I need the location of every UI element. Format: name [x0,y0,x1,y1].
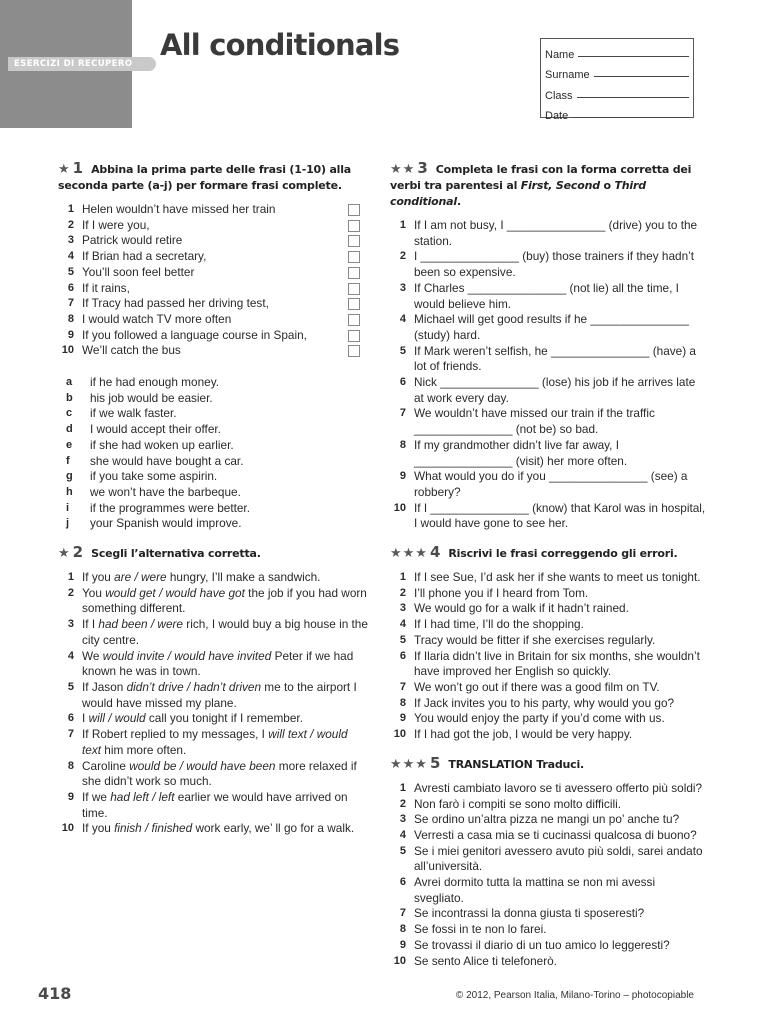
item-text: Avresti cambiato lavoro se ti avessero offerto più soldi? [414,780,703,795]
item-text [82,680,368,711]
item-text: If I had got the job, I would be very happy. [414,727,633,742]
exercise-number: 4 [429,543,441,562]
item-number: 1 [399,781,406,794]
exercise-5-heading [390,755,708,773]
item-text [82,727,368,758]
item-number: 1 [399,571,406,584]
item-text: Se ordino un’altra pizza ne mangi un po’ anche tu? [414,812,680,827]
exercise-2-heading [58,544,368,562]
choice-item [58,617,368,648]
item-number: 8 [67,312,74,325]
item-number: 9 [399,938,406,951]
item-number: 10 [393,728,406,741]
item-number: e [66,438,73,451]
correction-item [390,633,708,649]
date-label: Date [545,110,569,122]
sentence-start-item [58,312,368,328]
sentence-start-item [58,265,368,281]
fill-in-item [390,218,708,249]
item-number: i [66,501,70,514]
exercise-number: 3 [417,159,428,177]
sentence-start-item [58,281,368,297]
item-text [82,711,368,727]
exercise-4-heading [390,544,708,562]
item-text: If I _______________ (know) that Karol was in hospital, I would have gone to see her. [414,500,706,531]
exercise-instruction: Riscrivi le frasi correggendo gli errori. [448,547,678,561]
text-segment: hungry, I’ll make a sandwich. [166,570,321,585]
text-segment: If I [82,617,99,632]
item-number: 2 [399,250,406,263]
item-number: 4 [399,618,406,631]
item-text: I _______________ (buy) those trainers if they hadn’t been so expensive. [414,249,695,280]
choice-item [58,727,368,758]
item-number: 3 [67,618,74,631]
item-text: Avrei dormito tutta la mattina se non mi avessi svegliato. [414,875,656,905]
choice-options[interactable]: would get / would have got [105,585,245,600]
surname-label: Surname [545,69,590,81]
answer-checkbox[interactable] [348,204,360,216]
sentence-start-item [58,218,368,234]
item-number: 1 [67,203,74,215]
text-segment: earlier we would have arrived on time. [82,789,348,820]
answer-checkbox[interactable] [348,283,360,295]
fill-in-item [390,438,708,469]
exercise-instruction: TRANSLATION Traduci. [448,757,584,771]
item-text: if the programmes were better. [90,500,250,515]
item-number: 9 [67,790,74,803]
right-column [390,160,708,969]
correction-item [390,649,708,680]
item-text: Patrick would retire [82,233,183,248]
answer-checkbox[interactable] [348,267,360,279]
item-number: 10 [393,501,406,514]
correction-item [390,680,708,696]
item-number: 4 [67,649,74,662]
item-text: If Ilaria didn’t live in Britain for six months, she wouldn’t have improved her English so quickly. [414,648,700,679]
item-text: Verresti a casa mia se ti cucinassi qualcosa di buono? [414,827,697,842]
exercise-1-items [58,202,368,359]
item-number: 5 [67,680,74,693]
sentence-start-item [58,296,368,312]
item-number: 5 [399,844,406,857]
sentence-end-item [58,422,368,438]
sentence-end-item [58,516,368,532]
translation-item [390,781,708,797]
choice-item [58,711,368,727]
choice-options[interactable]: will / would [88,711,146,726]
item-number: 7 [67,297,74,310]
item-text: Michael will get good results if he _______________ (study) hard. [414,312,689,342]
choice-options[interactable]: had left / left [110,789,175,804]
text-segment: him more often. [101,742,187,757]
item-text: If I am not busy, I _______________ (drive) you to the station. [414,218,698,248]
item-text: You would enjoy the party if you’d come with us. [414,711,665,726]
item-number: 10 [61,344,74,357]
item-number: 4 [67,250,74,263]
item-number: 5 [399,344,406,357]
translation-item [390,922,708,938]
item-number: 8 [67,759,74,772]
text-segment: rich, I would buy a big house in the city centre. [82,617,368,647]
text-segment: more relaxed if she didn’t work so much. [82,758,357,789]
translation-item [390,797,708,813]
translation-item [390,938,708,954]
item-text: Tracy would be fitter if she exercises regularly. [414,632,656,647]
item-number: 4 [399,828,406,841]
choice-item [58,586,368,617]
item-text: if you take some aspirin. [90,469,218,484]
item-number: 7 [399,907,406,920]
item-number: 2 [67,586,74,599]
text-segment: If Robert replied to my messages, I [82,727,269,742]
sentence-end-item [58,391,368,407]
item-number: 6 [67,712,74,725]
translation-item [390,812,708,828]
exercise-instruction: Abbina la prima parte delle frasi (1-10) alla seconda parte (a-j) per formare frasi complete. [58,163,352,192]
item-number: 3 [399,813,406,826]
sentence-start-item [58,328,368,344]
exercise-1-answers [58,375,368,532]
fill-in-item [390,406,708,437]
difficulty-stars: ★ [58,161,71,176]
choice-item [58,570,368,586]
correction-item [390,696,708,712]
item-text: I would watch TV more often [82,311,232,326]
item-number: 7 [399,407,406,420]
item-text: If Charles _______________ (not lie) all the time, I would believe him. [414,280,679,311]
item-text: if he had enough money. [90,375,219,390]
item-text: if she had woken up earlier. [90,437,234,452]
item-number: 3 [399,602,406,615]
item-number: 10 [61,822,74,835]
choice-item [58,680,368,711]
item-text: we won’t have the barbeque. [90,484,241,499]
item-number: 9 [67,328,74,341]
fill-in-item [390,469,708,500]
item-text: We wouldn’t have missed our train if the traffic _______________ (not be) so bad. [414,406,655,437]
exercise-number: 1 [72,159,84,177]
text-segment: You [82,585,106,600]
exercise-3-heading [390,160,708,210]
class-label: Class [545,89,573,102]
item-text: If I had time, I’ll do the shopping. [414,617,584,632]
instruction-segment: o [599,179,615,192]
item-text: What would you do if you _______________ (see) a robbery? [414,469,688,499]
sentence-start-item [58,233,368,249]
item-number: b [66,391,73,404]
item-text: If I see Sue, I’d ask her if she wants to meet us tonight. [414,570,701,585]
sentence-end-item [58,501,368,517]
item-text [82,649,368,680]
exercise-number: 2 [72,543,84,562]
student-info-box [540,38,694,122]
answer-checkbox[interactable] [348,314,360,326]
exercise-instruction [390,163,691,208]
page-title: All conditionals [160,28,400,62]
sentence-start-item [58,202,368,218]
choice-item [58,790,368,821]
exercise-5-items [390,781,708,969]
difficulty-stars: ★★★ [390,545,428,561]
item-text: If Mark weren’t selfish, he _______________ (have) a lot of friends. [414,343,696,374]
choice-item [58,759,368,790]
choice-options[interactable]: would invite / would have invited [102,648,272,663]
item-text: Nick _______________ (lose) his job if he arrives late at work every day. [414,375,696,405]
item-number: c [66,407,73,420]
text-segment: Peter if we had known he was in town. [82,648,354,679]
copyright-notice: © 2012, Pearson Italia, Milano-Torino – photocopiable [455,990,694,1001]
item-text [82,821,368,837]
item-text: if we walk faster. [90,406,177,421]
translation-item [390,954,708,970]
fill-in-item [390,249,708,280]
item-text: your Spanish would improve. [90,516,242,531]
difficulty-stars: ★★★ [390,755,428,771]
fill-in-item [390,312,708,343]
exercise-2-items [58,570,368,837]
item-text: If Tracy had passed her driving test, [82,296,269,311]
answer-checkbox[interactable] [348,251,360,263]
left-column [58,160,368,837]
item-number: 10 [393,954,406,967]
answer-checkbox[interactable] [348,345,360,357]
page-number: 418 [38,984,72,1003]
fill-in-item [390,375,708,406]
choice-options[interactable]: finish / finished [114,821,193,836]
instruction-segment: Third conditional [390,179,646,208]
item-text: You’ll soon feel better [82,264,195,279]
item-number: g [66,470,73,483]
item-number: 3 [399,281,406,294]
fill-in-item [390,344,708,375]
choice-item [58,821,368,837]
instruction-segment: . [456,195,461,208]
item-text: Non farò i compiti se sono molto difficili. [414,796,621,811]
sentence-end-item [58,454,368,470]
item-text: Se fossi in te non lo farei. [414,922,547,937]
choice-options[interactable]: would be / would have been [129,758,276,773]
exercise-4-items [390,570,708,743]
item-text: We would go for a walk if it hadn’t rained. [414,601,629,616]
item-text: I would accept their offer. [90,422,221,437]
fill-in-item [390,281,708,312]
sentence-end-item [58,438,368,454]
item-text: I’ll phone you if I heard from Tom. [414,585,589,600]
item-number: f [66,454,70,467]
sentence-end-item [58,485,368,501]
item-number: j [66,517,70,530]
item-text: If my grandmother didn’t live far away, I _______________ (visit) her more often. [414,437,628,468]
fill-in-item [390,501,708,532]
section-band [8,57,156,71]
instruction-segment: Completa le frasi con la forma corretta dei verbi tra parentesi al [390,163,692,192]
sentence-start-item [58,249,368,265]
item-text: his job would be easier. [90,390,213,405]
item-number: 6 [399,649,406,662]
sentence-start-item [58,343,368,359]
item-text: If I were you, [82,217,150,232]
date-field[interactable] [545,102,693,123]
surname-field[interactable] [545,61,693,82]
correction-item [390,601,708,617]
text-segment: If you [82,821,115,836]
translation-item [390,906,708,922]
item-number: a [66,376,73,389]
item-number: 8 [399,438,406,451]
item-number: 6 [67,281,74,294]
text-segment: me to the airport I would have missed my plane. [82,679,357,710]
item-number: 1 [67,571,74,584]
exercise-number: 5 [429,753,441,772]
item-text: If Jack invites you to his party, why would you go? [414,695,675,710]
choice-options[interactable]: didn’t drive / hadn’t driven [126,679,262,694]
item-text: If it rains, [82,280,130,295]
item-text [82,790,368,821]
item-text [82,617,368,648]
item-text: If you followed a language course in Spain, [82,327,307,342]
correction-item [390,570,708,586]
item-text: Se incontrassi la donna giusta ti sposeresti? [414,906,645,921]
item-number: 2 [399,586,406,599]
item-text: Se i miei genitori avessero avuto più soldi, sarei andato all’università. [414,843,703,874]
translation-item [390,844,708,875]
item-number: d [66,423,73,436]
text-segment: We [82,648,103,663]
item-number: 6 [399,376,406,389]
class-field[interactable] [545,81,693,102]
item-text: We won’t go out if there was a good film on TV. [414,679,660,694]
correction-item [390,586,708,602]
exercise-3-items [390,218,708,532]
item-text [82,586,368,617]
translation-item [390,828,708,844]
item-number: 2 [67,218,74,231]
choice-options[interactable]: had been / were [98,617,183,632]
item-text: she would have bought a car. [90,453,244,468]
choice-item [58,649,368,680]
name-label: Name [545,48,575,61]
answer-checkbox[interactable] [348,220,360,232]
item-number: 8 [399,923,406,936]
text-segment: I [82,711,89,726]
difficulty-stars: ★★ [390,161,416,176]
sentence-end-item [58,406,368,422]
sentence-end-item [58,375,368,391]
item-number: 9 [399,712,406,725]
correction-item [390,711,708,727]
translation-item [390,875,708,906]
item-number: 2 [399,797,406,810]
name-field[interactable] [545,40,693,61]
item-number: 7 [399,680,406,693]
item-number: 3 [67,234,74,247]
text-segment: the job if you had worn something different. [82,585,367,616]
item-number: 7 [67,728,74,741]
answer-checkbox[interactable] [348,330,360,342]
text-segment: work early, we’ ll go for a walk. [192,821,355,836]
item-number: h [66,485,73,498]
instruction-segment: First, Second [520,179,600,192]
choice-options[interactable]: are / were [114,570,167,585]
answer-checkbox[interactable] [348,298,360,310]
item-number: 8 [399,696,406,709]
exercise-1-heading [58,160,368,194]
choice-options[interactable]: will text / would text [82,727,348,757]
text-segment: If Jason [82,679,127,694]
item-text [82,759,368,790]
difficulty-stars: ★ [58,545,71,561]
item-text: Se sento Alice ti telefonerò. [414,953,557,968]
answer-checkbox[interactable] [348,235,360,247]
item-text: We’ll catch the bus [82,343,181,358]
item-number: 5 [399,633,406,646]
correction-item [390,617,708,633]
correction-item [390,727,708,743]
text-segment: If we [82,789,111,804]
text-segment: If you [82,570,115,585]
item-text: Helen wouldn’t have missed her train [82,202,276,216]
text-segment: Caroline [82,758,130,773]
text-segment: call you tonight if I remember. [145,711,303,726]
section-band-label: ESERCIZI DI RECUPERO [14,59,133,69]
exercise-instruction: Scegli l’alternativa corretta. [91,547,261,561]
item-number: 5 [67,265,74,278]
item-number: 4 [399,313,406,326]
sentence-end-item [58,469,368,485]
item-text: If Brian had a secretary, [82,249,207,264]
item-number: 1 [399,219,406,231]
item-text: Se trovassi il diario di un tuo amico lo leggeresti? [414,937,670,952]
item-text [82,570,368,586]
item-number: 6 [399,876,406,889]
item-number: 9 [399,470,406,483]
